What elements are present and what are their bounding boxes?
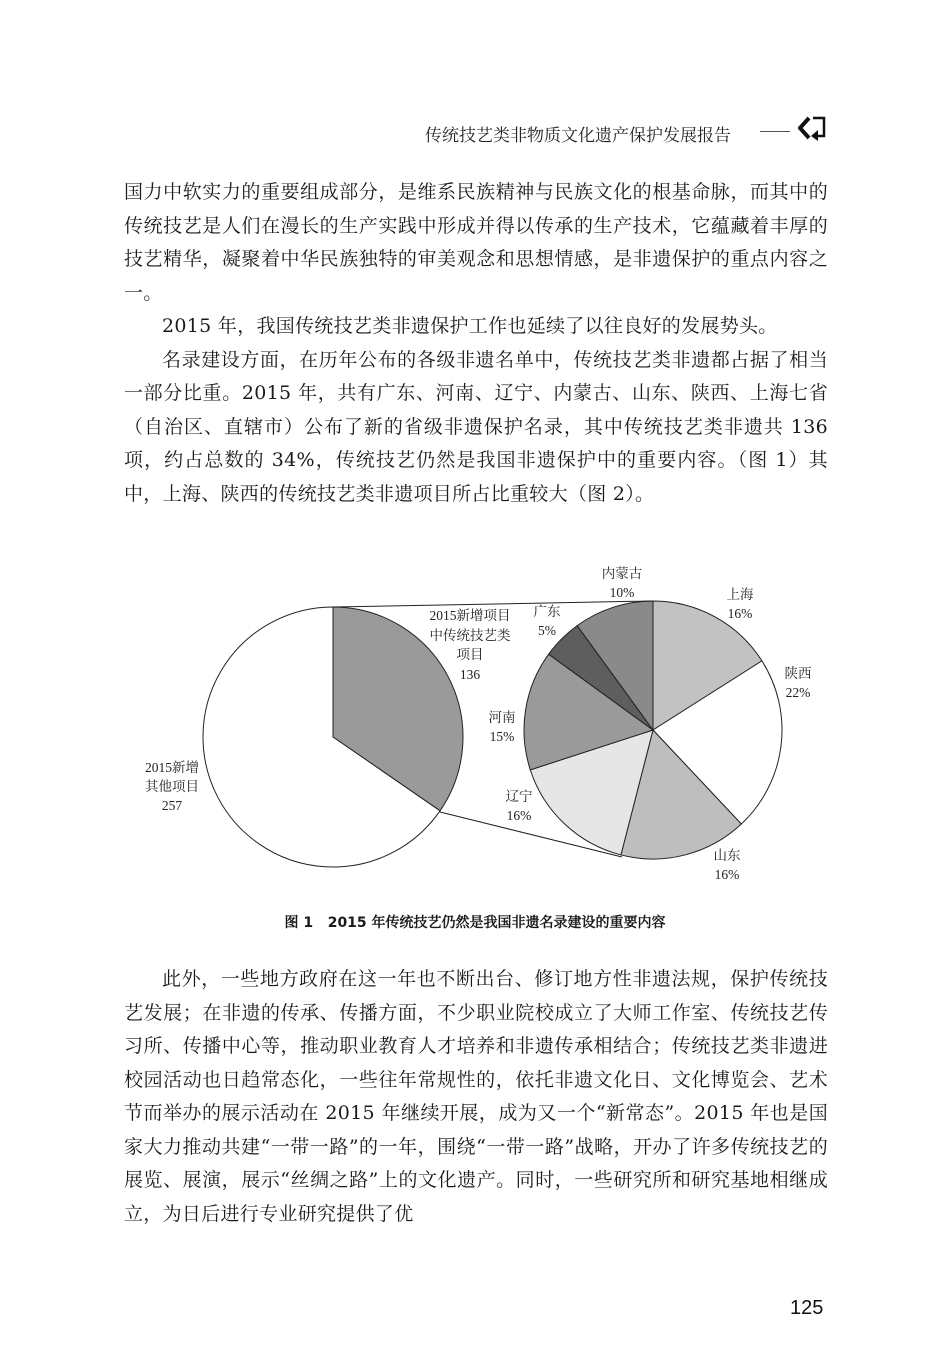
pie2-label-neimenggu: 内蒙古 (601, 566, 643, 581)
figure-caption-number: 图 1 (284, 915, 314, 931)
pie2-label-shanghai: 上海 (726, 587, 754, 602)
connector-line-top (333, 601, 652, 607)
body-text-bottom (124, 963, 828, 1231)
pie2-pct-guangdong: 5% (538, 623, 556, 638)
pie2-label-guangdong: 广东 (533, 604, 561, 619)
figure-caption (0, 912, 950, 932)
pie1-value-other: 257 (161, 798, 183, 813)
paragraph: 此外，一些地方政府在这一年也不断出台、修订地方性非遗法规，保护传统技艺发展；在非遗的传承、传播方面，不少职业院校成立了大师工作室、传统技艺传习所、传播中心等，推动职业教育人才培养和非遗传承相结合；传统技艺类非遗进校园活动也日趋常态化，一些往年常规性的，依托非遗文化日、文化博览会、艺术节而举办的展示活动在 2015 年继续开展，成为又一个“新常态”。2015 年也是国家大力推动共建“一带一路”的一年，围绕“一带一路”战略，开办了许多传统技艺的展览、展演，展示“丝绸之路”上的文化遗产。同时，一些研究所和研究基地相继成立，为日后进行专业研究提供了优 (124, 968, 828, 1225)
pie2-pct-henan: 15% (489, 729, 515, 744)
pie1-label-traditional: 2015新增项目 (429, 608, 511, 623)
pie1-label-traditional: 项目 (456, 647, 484, 662)
overall-pie (203, 607, 463, 867)
pie2-label-shaanxi: 陕西 (784, 666, 812, 681)
pie2-pct-shandong: 16% (714, 867, 740, 882)
pie2-label-henan: 河南 (488, 710, 516, 725)
pie1-label-other: 其他项目 (145, 779, 199, 794)
pie2-pct-liaoning: 16% (506, 808, 532, 823)
figure-1-pie-chart (0, 555, 950, 900)
header-rule (760, 131, 790, 132)
pie1-label-other: 2015新增 (145, 760, 199, 775)
pie2-label-liaoning: 辽宁 (505, 789, 533, 804)
figure-caption-text: 2015 年传统技艺仍然是我国非遗名录建设的重要内容 (327, 915, 666, 931)
pie1-label-traditional: 中传统技艺类 (429, 628, 511, 643)
pie2-pct-shanghai: 16% (727, 606, 753, 621)
pie1-value-traditional: 136 (459, 667, 481, 682)
paragraph: 名录建设方面，在历年公布的各级非遗名单中，传统技艺类非遗都占据了相当一部分比重。2015 年，共有广东、河南、辽宁、内蒙古、山东、陕西、上海七省（自治区、直辖市）公布了新的省级非遗保护名录，其中传统技艺类非遗共 136 项，约占总数的 34%，传统技艺仍然是我国非遗保护中的重要内容。（图 1）其中，上海、陕西的传统技艺类非遗项目所占比重较大（图 2）。 (124, 348, 828, 505)
pie2-pct-shaanxi: 22% (785, 685, 811, 700)
page-number: 125 (790, 1297, 824, 1319)
pie2-label-shandong: 山东 (713, 848, 741, 863)
paragraph: 2015 年，我国传统技艺类非遗保护工作也延续了以往良好的发展势头。 (162, 315, 778, 337)
province-breakdown-pie (524, 601, 782, 859)
body-text-top (124, 176, 828, 511)
running-header-title: 传统技艺类非物质文化遗产保护发展报告 (425, 126, 731, 146)
pie2-pct-neimenggu: 10% (609, 585, 635, 600)
paragraph: 国力中软实力的重要组成部分，是维系民族精神与民族文化的根基命脉，而其中的传统技艺是人们在漫长的生产实践中形成并得以传承的生产技术，它蕴藏着丰厚的技艺精华，凝聚着中华民族独特的审美观念和思想情感，是非遗保护的重点内容之一。 (124, 181, 828, 304)
chapter-logo-icon (798, 114, 828, 146)
